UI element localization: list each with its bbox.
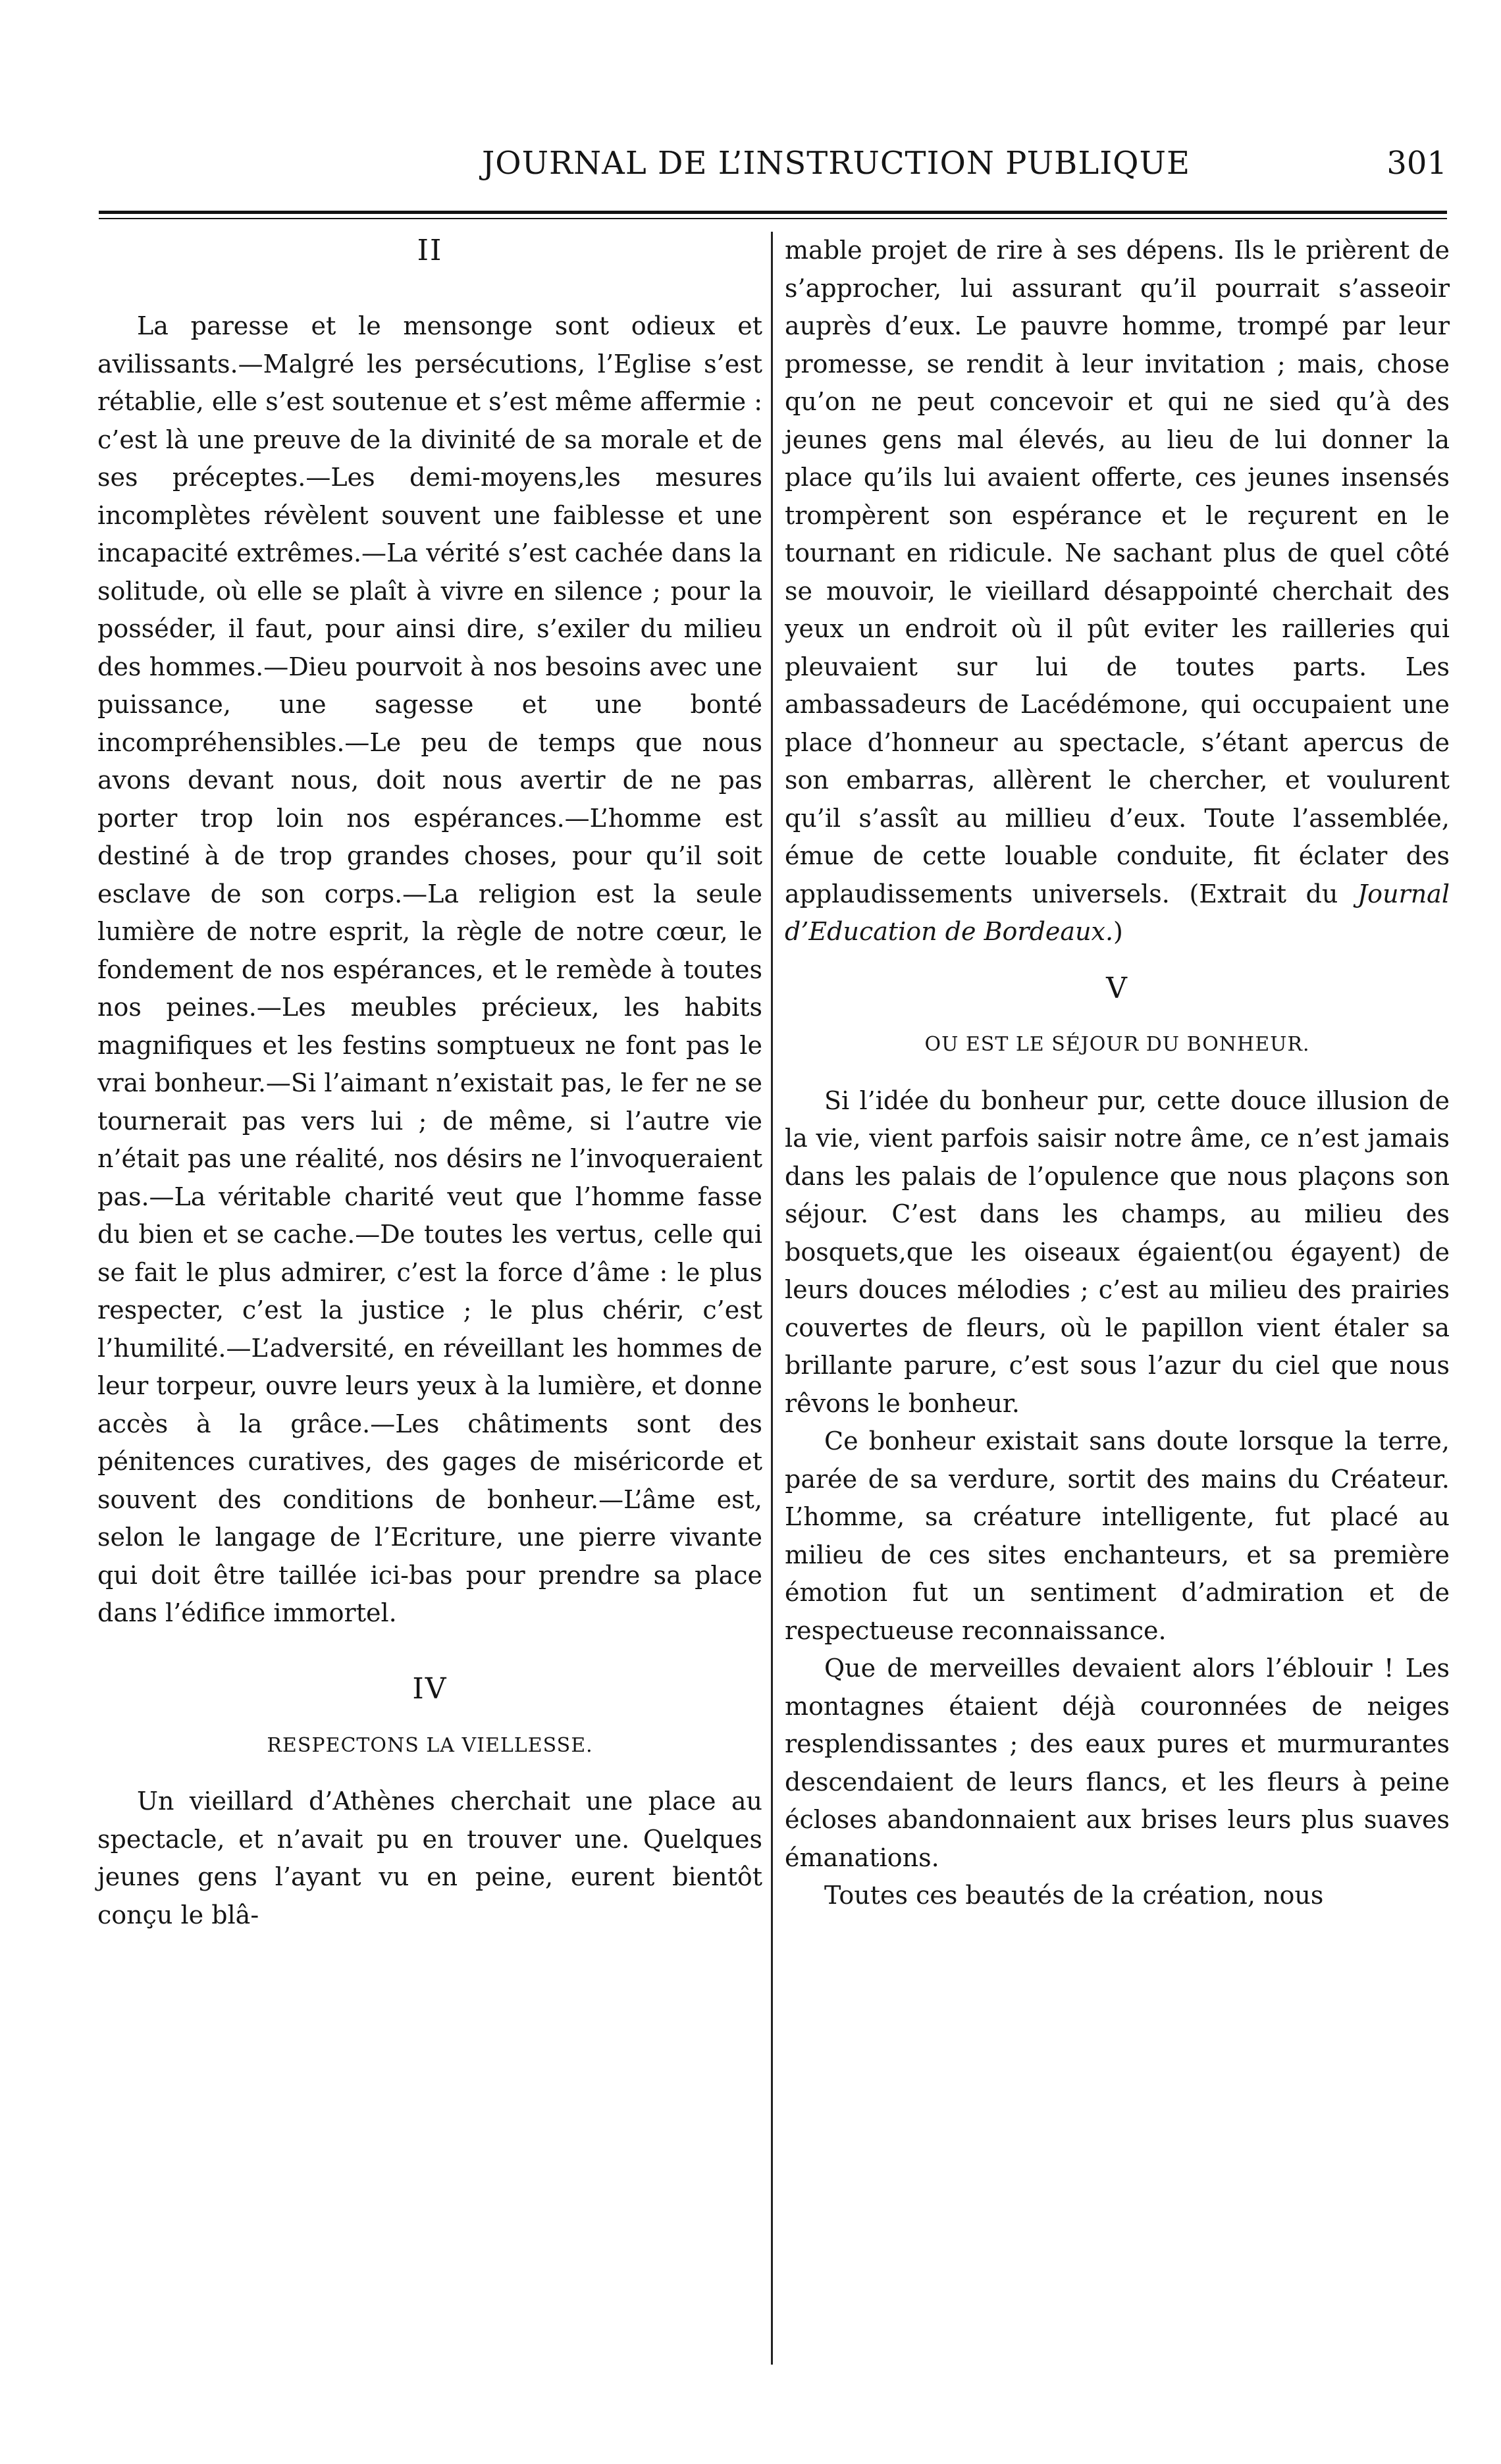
section-v-number: V [1106,971,1128,1005]
spacer [97,270,762,308]
spacer [97,1764,762,1783]
section-v-paragraph: Si l’idée du bonheur pur, cette douce illusion de la vie, vient parfois saisir notre âme, ce n’est jamais dans les palais de l’opulence que nous plaçons son séjour. C’est dans les champs, au milieu des bosquets,que les oiseaux égaient(ou égayent) de leurs douces mélodies ; c’est au milieu des prairies couvertes de fleurs, où le papillon vient étaler sa brillante parure, c’est sous l’azur du ciel que nous rêvons le bonheur. [785,1086,1450,1418]
section-v-paragraph: Toutes ces beautés de la création, nous [824,1881,1324,1910]
journal-title: JOURNAL DE L’INSTRUCTION PUBLIQUE [481,145,1190,182]
section-v-paragraph: Ce bonheur existait sans doute lorsque la terre, parée de sa verdure, sortit des mains du Créateur. L’homme, sa créature intelligente, fut placé au milieu de ces sites enchanteurs, et sa première émotion fut un sentiment d’admiration et de respectueuse reconnaissance. [785,1427,1450,1645]
section-ii-text: La paresse et le mensonge sont odieux et avilissants.—Malgré les persécutions, l’Eglise s’est rétablie, elle s’est soutenue et s’est même affermie : c’est là une preuve de la divinité de sa morale et de ses préceptes.—Les demi-moyens,les mesures incomplètes révèlent souvent une faiblesse et une incapacité extrêmes.—La vérité s’est cachée dans la solitude, où elle se plaît à vivre en silence ; pour la posséder, il faut, pour ainsi dire, s’exiler du milieu des hommes.—Dieu pourvoit à nos besoins avec une puissance, une sagesse et une bonté incompréhensibles.—Le peu de temps que nous avons devant nous, doit nous avertir de ne pas porter trop loin nos espérances.—L’homme est destiné à de trop grandes choses, pour qu’il soit esclave de son corps.—La religion est la seule lumière de notre esprit, la règle de notre cœur, le fondement de nos espérances, et le remède à toutes nos peines.—Les meubles précieux, les habits magnifiques et les festins somptueux ne font pas le vrai bonheur.—Si l’aimant n’existait pas, le fer ne se tournerait pas vers lui ; de même, si l’autre vie n’était pas une réalité, nos désirs ne l’invoqueraient pas.—La véritable charité veut que l’homme fasse du bien et se cache.—De toutes les vertus, celle qui se fait le plus admirer, c’est la force d’âme : le plus respecter, c’est la justice ; le plus chérir, c’est l’humilité.—L’adversité, en réveillant les hommes de leur torpeur, ouvre leurs yeux à la lumière, et donne accès à la grâce.—Les châtiments sont des pénitences curatives, des gages de miséricorde et souvent des conditions de bonheur.—L’âme est, selon le langage de l’Ecriture, une pierre vivante qui doit être taillée ici-bas pour prendre sa place dans l’édifice immortel. [97,311,763,1627]
source-close: ) [1113,917,1123,946]
section-ii-number: II [417,234,443,267]
left-column [97,232,762,1934]
source-citation: Journal d’Education de Bordeaux. [785,879,1450,946]
spacer [97,1633,762,1671]
column-divider [771,232,773,2365]
header-rule-thin [99,218,1447,219]
section-iv-title: RESPECTONS LA VIELLESSE. [267,1733,593,1757]
story-continuation [785,232,1450,951]
right-column [785,232,1450,1915]
story-continuation-text: mable projet de rire à ses dépens. Ils le prièrent de s’approcher, lui assurant qu’il pourrait s’asseoir auprès d’eux. Le pauvre homme, trompé par leur promesse, se rendit à leur invitation ; mais, chose qu’on ne peut concevoir et qui ne sied qu’à des jeunes gens mal élevés, au lieu de lui donner la place qu’ils lui avaient offerte, ces jeunes insensés trompèrent son espérance et le reçurent en le tournant en ridicule. Ne sachant plus de quel côté se mouvoir, le vieillard désappointé cherchait des yeux un endroit où il pût eviter les railleries qui pleuvaient sur lui de toutes parts. Les ambassadeurs de Lacédémone, qui occupaient une place d’honneur au spectacle, s’étant apercus de son embarras, allèrent le chercher, et voulurent qu’il s’assît au millieu d’eux. Toute l’assemblée, émue de cette louable conduite, fit éclater des applaudissements universels. (Extrait du [785,236,1450,908]
section-iv-text: Un vieillard d’Athènes cherchait une place au spectacle, et n’avait pu en trouver une. Quelques jeunes gens l’ayant vu en peine, eurent bientôt conçu le blâ- [97,1787,762,1929]
header-rule-thick [99,211,1447,214]
spacer [785,951,1450,970]
section-iv-number: IV [412,1672,448,1706]
spacer [97,1708,762,1727]
spacer [785,1007,1450,1026]
section-v-paragraph: Que de merveilles devaient alors l’éblouir ! Les montagnes étaient déjà couronnées de neiges resplendissantes ; des eaux pures et murmurantes descendaient de leurs flancs, et les fleurs à peine écloses abandonnaient aux brises leurs plus suaves émanations. [785,1654,1450,1872]
running-head [99,144,1447,190]
section-v-title: OU EST LE SÉJOUR DU BONHEUR. [924,1033,1310,1056]
spacer [785,1064,1450,1082]
page-number: 301 [1386,145,1447,182]
